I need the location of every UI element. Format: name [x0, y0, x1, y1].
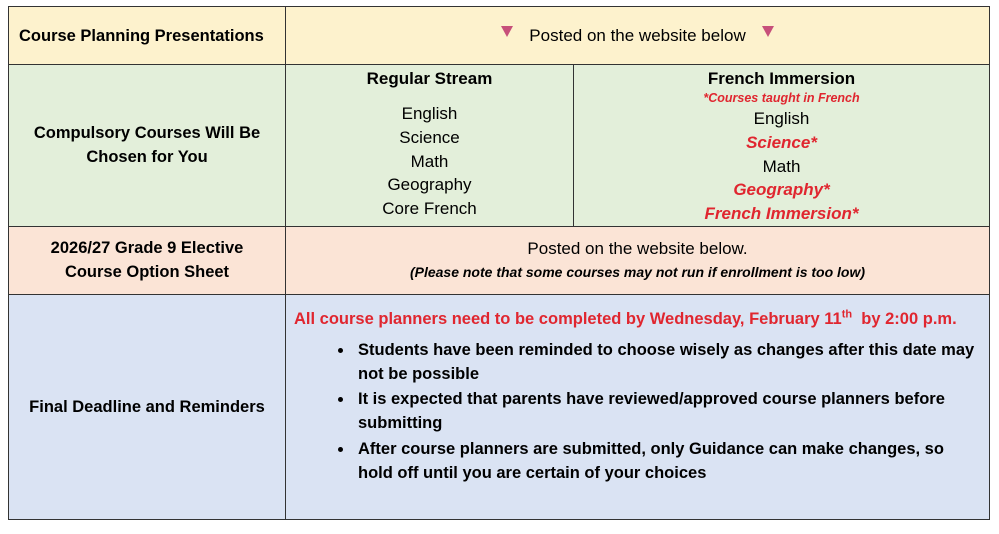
- presentations-value: Posted on the website below: [529, 25, 746, 45]
- deadline-label: Final Deadline and Reminders: [29, 397, 265, 416]
- deadline-superscript: th: [841, 308, 853, 321]
- course-planning-table: [8, 6, 990, 520]
- french-note: *Courses taught in French: [703, 91, 860, 105]
- french-course-item: Geography*: [733, 180, 830, 200]
- presentations-label: Course Planning Presentations: [19, 26, 264, 45]
- french-course-item: French Immersion*: [704, 204, 859, 224]
- reminders-list: [294, 338, 981, 485]
- reminder-item: • Students have been reminded to choose wisely as changes after this date may not be possible: [354, 338, 981, 386]
- compulsory-label-cell: [9, 65, 286, 227]
- elective-value-cell: [286, 226, 990, 294]
- triangle-down-icon: [762, 26, 774, 37]
- presentations-value-cell: [286, 7, 990, 65]
- regular-course-item: Geography: [387, 175, 472, 195]
- elective-label: 2026/27 Grade 9 Elective Course Option Sheet: [50, 239, 244, 282]
- regular-course-item: English: [401, 104, 458, 123]
- triangle-down-icon: [501, 26, 513, 37]
- reminder-item: • It is expected that parents have reviewed/approved course planners before submitting: [354, 387, 981, 435]
- row-presentations: [9, 7, 990, 65]
- deadline-text: All course planners need to be completed by Wednesday, February 11: [294, 309, 842, 328]
- elective-note: (Please note that some courses may not run if enrollment is too low): [409, 264, 866, 281]
- french-course-item: Science*: [746, 132, 817, 152]
- french-course-item: Math: [762, 156, 801, 176]
- reminder-item: • After course planners are submitted, only Guidance can make changes, so hold off until you are certain of your choices: [354, 437, 981, 485]
- deadline-statement: [294, 307, 981, 332]
- elective-label-cell: [9, 226, 286, 294]
- regular-course-item: Math: [410, 151, 449, 171]
- french-immersion-heading: French Immersion: [707, 69, 856, 88]
- regular-stream-cell: [286, 65, 574, 227]
- deadline-content-cell: [286, 294, 990, 519]
- compulsory-label: Compulsory Courses Will Be Chosen for You: [33, 124, 261, 167]
- row-deadline: [9, 294, 990, 519]
- elective-value: Posted on the website below.: [527, 239, 748, 259]
- french-course-item: English: [753, 109, 810, 128]
- row-compulsory: [9, 65, 990, 227]
- row-elective: [9, 226, 990, 294]
- regular-course-item: Core French: [382, 199, 477, 219]
- french-immersion-cell: [574, 65, 990, 227]
- regular-stream-heading: Regular Stream: [366, 69, 493, 88]
- regular-course-item: Science: [399, 127, 460, 147]
- deadline-time: by 2:00 p.m.: [852, 309, 957, 328]
- deadline-label-cell: [9, 294, 286, 519]
- presentations-label-cell: [9, 7, 286, 65]
